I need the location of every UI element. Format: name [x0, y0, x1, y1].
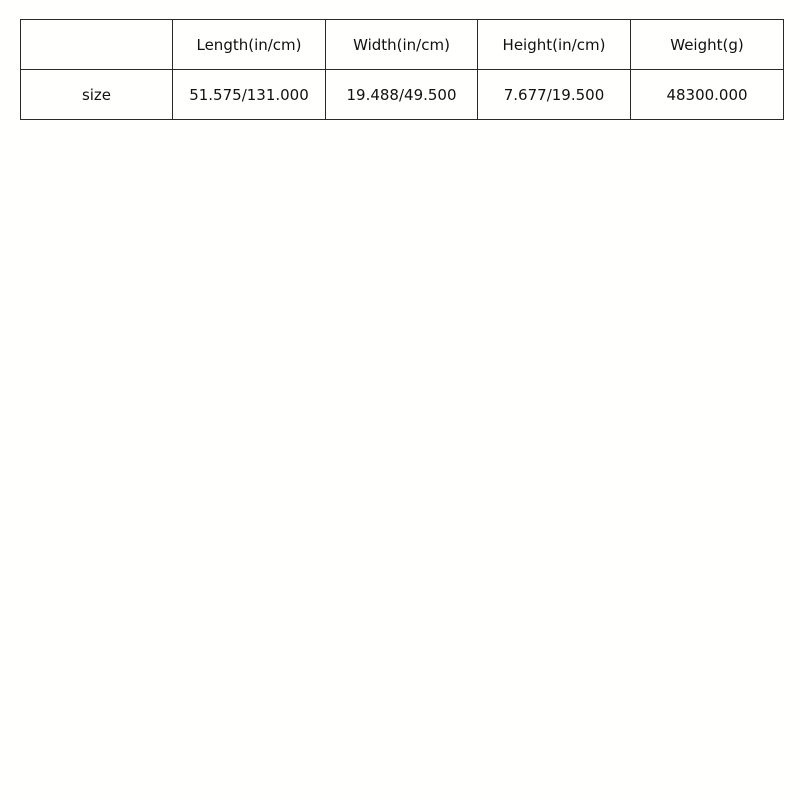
- cell-width-value: 19.488/49.500: [326, 70, 478, 120]
- header-cell-length: Length(in/cm): [173, 20, 326, 70]
- cell-weight-value: 48300.000: [631, 70, 784, 120]
- header-cell-weight: Weight(g): [631, 20, 784, 70]
- header-cell-height: Height(in/cm): [478, 20, 631, 70]
- table-row: [21, 70, 784, 120]
- row-label-size: size: [21, 70, 173, 120]
- header-cell-width: Width(in/cm): [326, 20, 478, 70]
- header-cell-empty: [21, 20, 173, 70]
- cell-length-value: 51.575/131.000: [173, 70, 326, 120]
- size-spec-table: [20, 19, 784, 120]
- table-header-row: [21, 20, 784, 70]
- cell-height-value: 7.677/19.500: [478, 70, 631, 120]
